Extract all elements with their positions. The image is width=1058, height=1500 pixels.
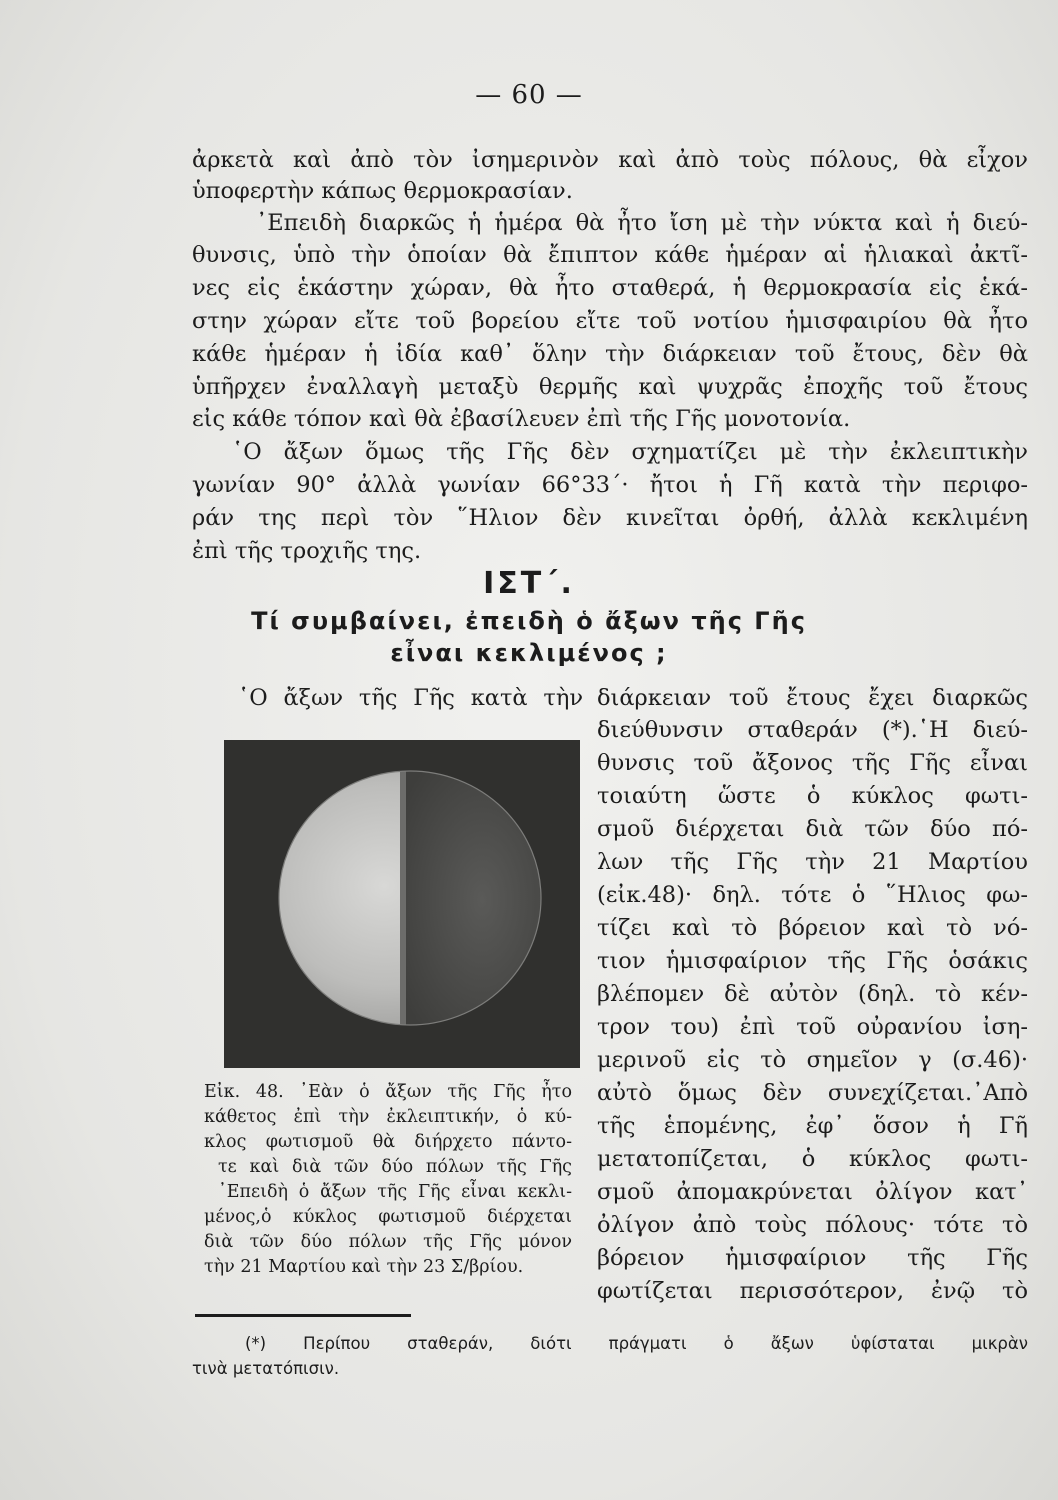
column-line: μετατοπίζεται, ὁ κύκλος φωτι- — [597, 1146, 1028, 1172]
column-line: σμοῦ διέρχεται διὰ τῶν δύο πό- — [597, 816, 1028, 842]
caption-line: τὴν 21 Μαρτίου καὶ τὴν 23 Σ/βρίου. — [204, 1257, 524, 1277]
section-code: ΙΣΤ΄. — [483, 566, 575, 601]
earth-illumination-figure — [224, 740, 580, 1068]
column-line: τῆς ἑπομένης, ἐφ᾿ ὅσον ἡ Γῆ — [597, 1113, 1028, 1139]
column-line: μερινοῦ εἰς τὸ σημεῖον γ (σ.46)· — [597, 1047, 1028, 1073]
column-line: τιον ἡμισφαίριον τῆς Γῆς ὁσάκις — [597, 948, 1028, 974]
caption-line: μένος,ὁ κύκλος φωτισμοῦ διέρχεται — [204, 1207, 572, 1227]
text-line: ἀρκετὰ καὶ ἀπὸ τὸν ἰσημερινὸν καὶ ἀπὸ τοὺς πόλους, θὰ εἶχον — [192, 147, 1028, 173]
footnote-divider — [195, 1314, 411, 1317]
text-line: ῾Ο ἄξων ὅμως τῆς Γῆς δὲν σχηματίζει μὲ τὴν ἐκλειπτικὴν — [232, 439, 1028, 465]
caption-line: Εἰκ. 48. ᾿Εὰν ὁ ἄξων τῆς Γῆς ἦτο — [204, 1082, 572, 1102]
text-line: στην χώραν εἴτε τοῦ βορείου εἴτε τοῦ νοτίου ἡμισφαιρίου θὰ ἦτο — [192, 308, 1028, 334]
column-line: βόρειον ἡμισφαίριον τῆς Γῆς — [597, 1245, 1028, 1271]
column-line: (εἰκ.48)· δηλ. τότε ὁ ῞Ηλιος φω- — [597, 882, 1028, 908]
caption-line: ᾿Επειδὴ ὁ ἄξων τῆς Γῆς εἶναι κεκλι- — [218, 1182, 572, 1202]
column-line: ὀλίγον ἀπὸ τοὺς πόλους· τότε τὸ — [597, 1212, 1028, 1238]
text-line: ὑπῆρχεν ἐναλλαγὴ μεταξὺ θερμῆς καὶ ψυχρᾶς ἐποχῆς τοῦ ἔτους — [192, 374, 1028, 400]
column-line: θυνσις τοῦ ἄξονος τῆς Γῆς εἶναι — [597, 750, 1028, 776]
text-line: θυνσις, ὑπὸ τὴν ὁποίαν θὰ ἔπιπτον κάθε ἡμέραν αἱ ἡλιακαὶ ἀκτῖ- — [192, 242, 1028, 268]
column-line: αὐτὸ ὅμως δὲν συνεχίζεται.᾿Απὸ — [597, 1080, 1028, 1106]
section-title: Τί συμβαίνει, ἐπειδὴ ὁ ἄξων τῆς Γῆς — [251, 607, 807, 635]
column-intro-text: ῾Ο ἄξων τῆς Γῆς κατὰ τὴν — [238, 685, 583, 711]
column-line: τρον του) ἐπὶ τοῦ οὐρανίου ἰση- — [597, 1014, 1028, 1040]
text-line: εἰς κάθε τόπον καὶ θὰ ἐβασίλευεν ἐπὶ τῆς Γῆς μονοτονία. — [192, 406, 851, 432]
text-line: ράν της περὶ τὸν ῞Ηλιον δὲν κινεῖται ὀρθή, ἀλλὰ κεκλιμένη — [192, 505, 1028, 531]
text-line: ᾿Επειδὴ διαρκῶς ἡ ἡμέρα θὰ ἦτο ἴση μὲ τὴν νύκτα καὶ ἡ διεύ- — [256, 210, 1028, 236]
section-title-continued: εἶναι κεκλιμένος ; — [390, 639, 668, 667]
column-line: διεύθυνσιν σταθεράν (*).῾Η διεύ- — [597, 717, 1028, 743]
text-line: ἐπὶ τῆς τροχιῆς της. — [192, 538, 422, 564]
caption-line: διὰ τῶν δύο πόλων τῆς Γῆς μόνον — [204, 1232, 572, 1252]
column-line: λων τῆς Γῆς τὴν 21 Μαρτίου — [597, 849, 1028, 875]
footnote: (*) Περίπου σταθεράν, διότι πράγματι ὁ ἄξων ὑφίσταται μικρὰν — [245, 1334, 1028, 1353]
column-line: διάρκειαν τοῦ ἔτους ἔχει διαρκῶς — [597, 685, 1028, 711]
caption-line: κάθετος ἐπὶ τὴν ἐκλειπτικήν, ὁ κύ- — [204, 1107, 572, 1127]
caption-line: κλος φωτισμοῦ θὰ διήρχετο πάντο- — [204, 1132, 572, 1152]
column-line: βλέπομεν δὲ αὐτὸν (δηλ. τὸ κέν- — [597, 981, 1028, 1007]
text-line: ὑποφερτὴν κάπως θερμοκρασίαν. — [192, 178, 573, 204]
page-number: — 60 — — [475, 80, 583, 110]
column-line: σμοῦ ἀπομακρύνεται ὀλίγον κατ᾿ — [597, 1179, 1028, 1205]
column-line: τίζει καὶ τὸ βόρειον καὶ τὸ νό- — [597, 915, 1028, 941]
caption-line: τε καὶ διὰ τῶν δύο πόλων τῆς Γῆς — [218, 1157, 572, 1177]
column-line: φωτίζεται περισσότερον, ἐνῷ τὸ — [597, 1278, 1028, 1304]
text-line: νες εἰς ἑκάστην χώραν, θὰ ἦτο σταθερά, ἡ θερμοκρασία εἰς ἑκά- — [192, 275, 1028, 301]
earth-illumination-image — [224, 740, 580, 1068]
text-line: γωνίαν 90° ἀλλὰ γωνίαν 66°33΄· ἤτοι ἡ Γῆ κατὰ τὴν περιφο- — [192, 472, 1028, 498]
column-line: τοιαύτη ὥστε ὁ κύκλος φωτι- — [597, 783, 1028, 809]
text-line: κάθε ἡμέραν ἡ ἰδία καθ᾿ ὅλην τὴν διάρκειαν τοῦ ἔτους, δὲν θὰ — [192, 341, 1028, 367]
footnote-continued: τινὰ μετατόπισιν. — [192, 1359, 340, 1378]
